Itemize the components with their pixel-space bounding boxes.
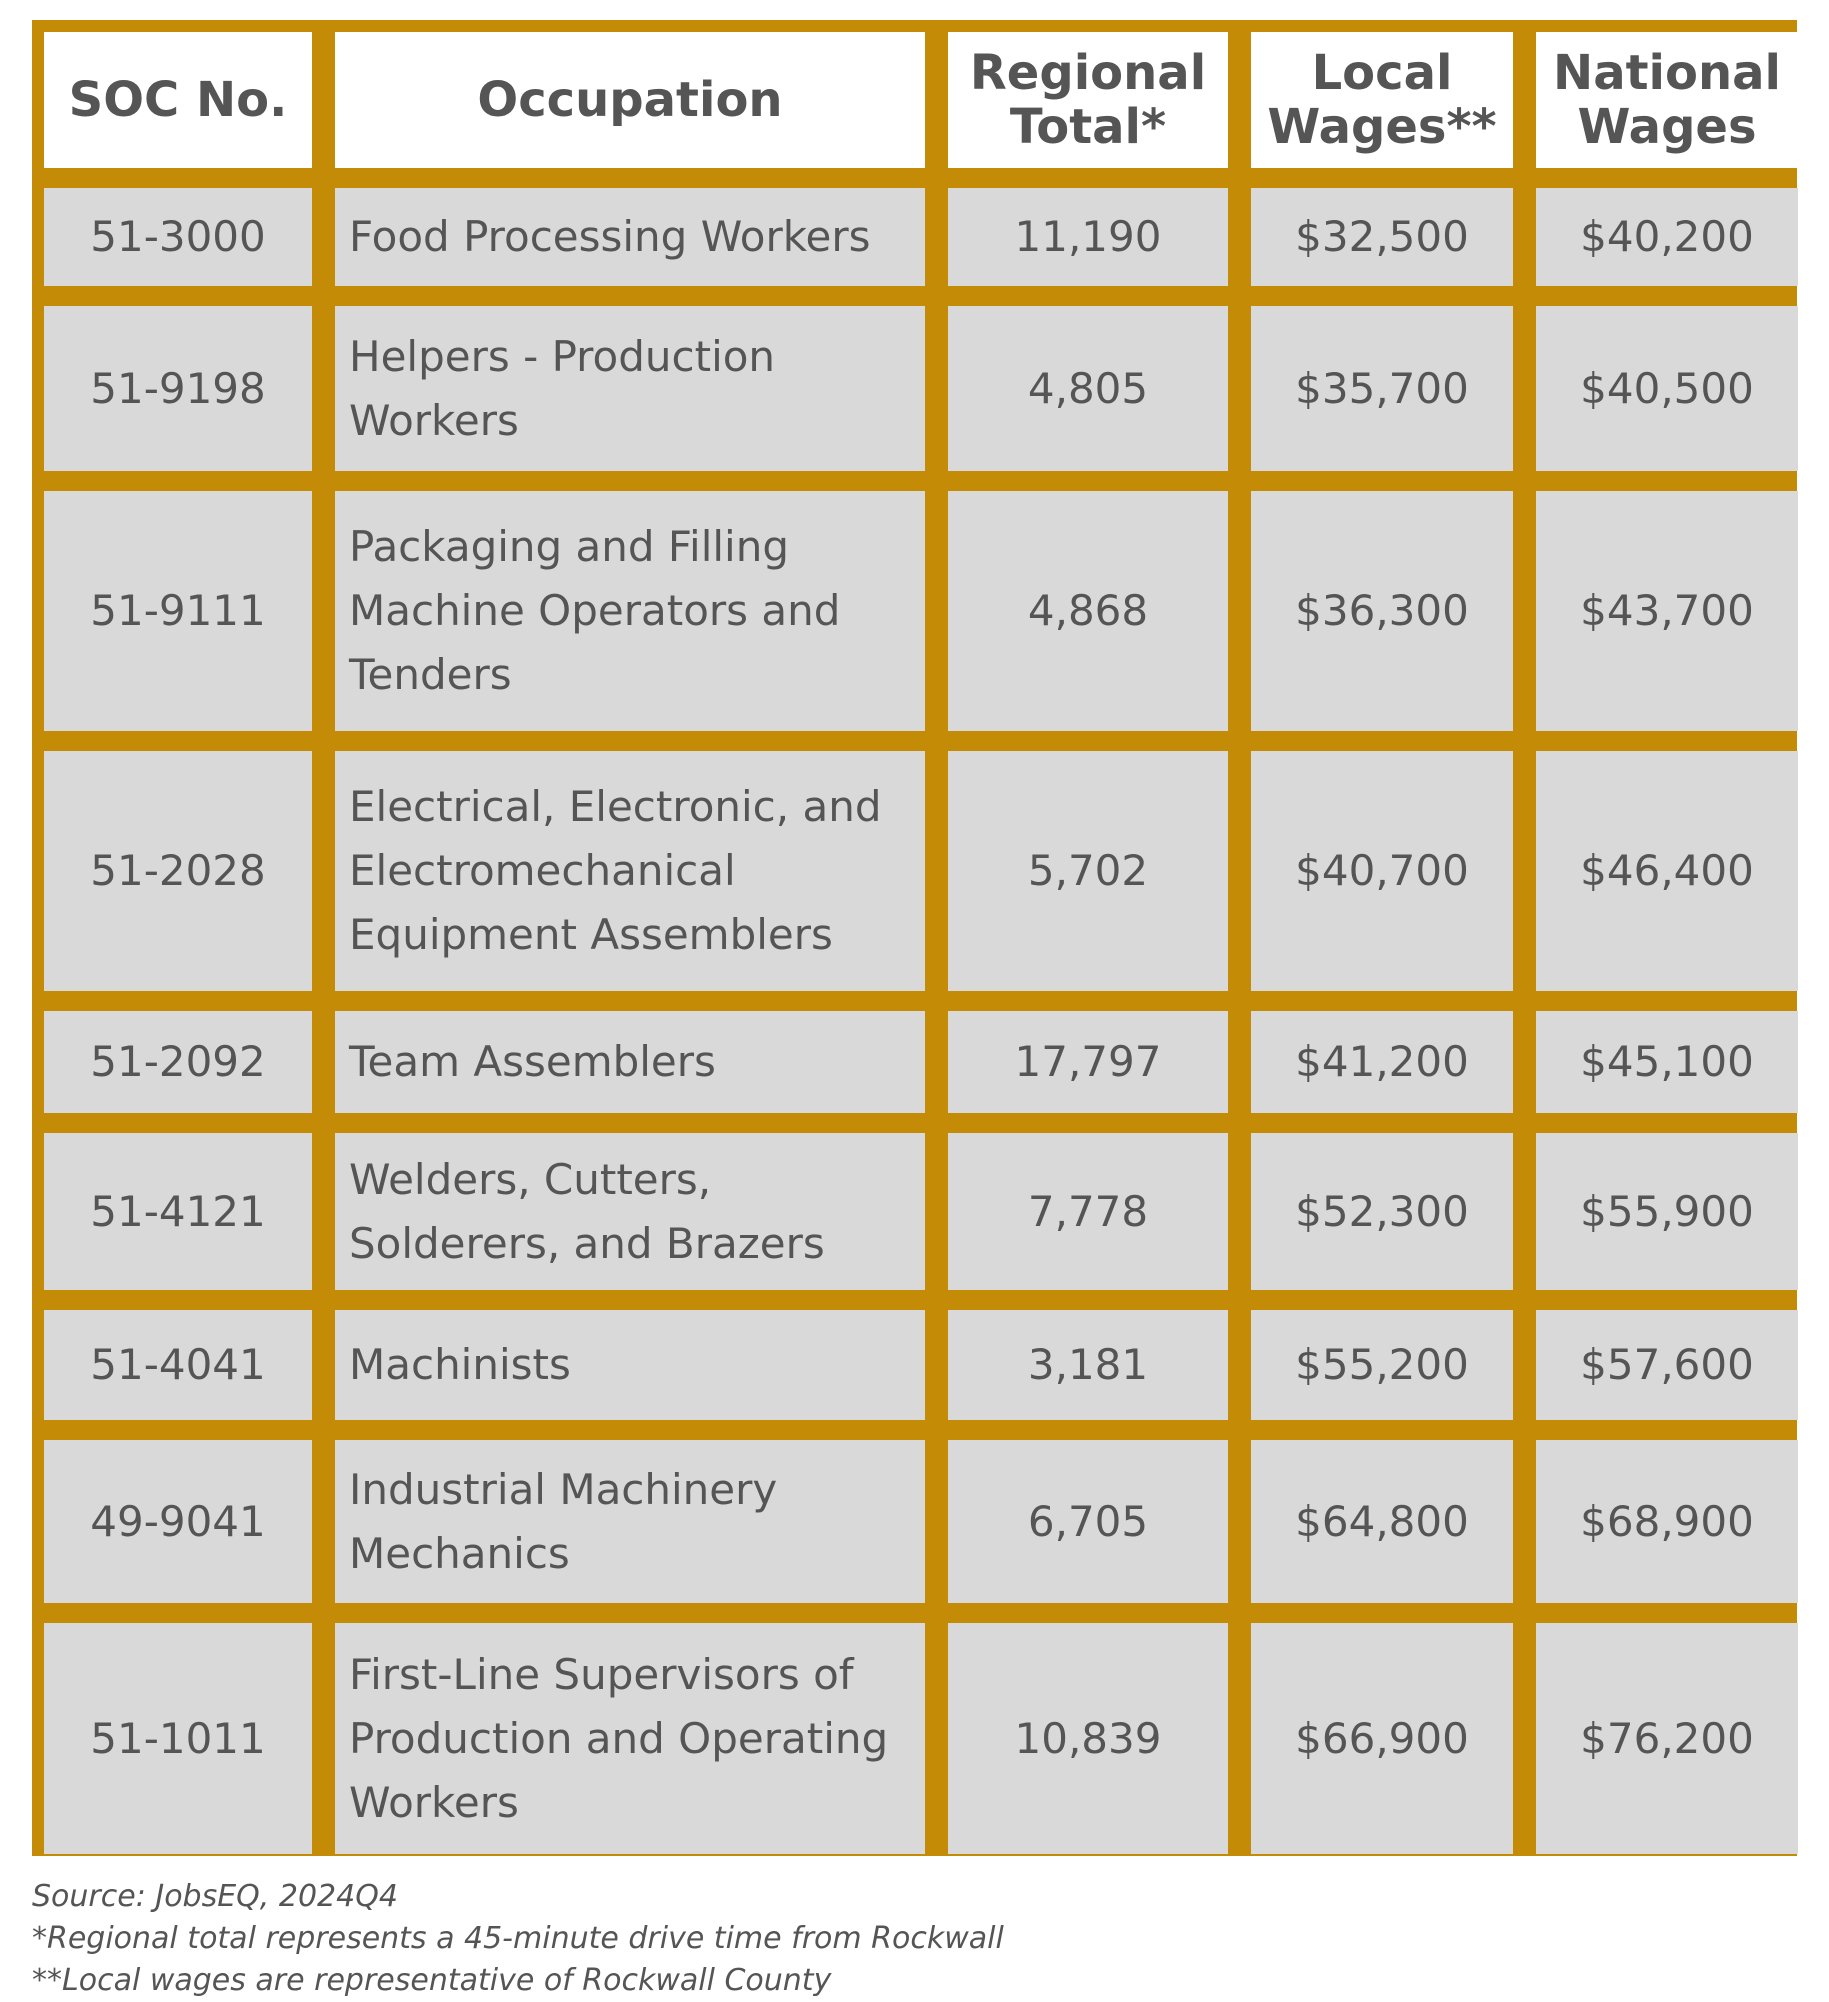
cell-regional-total: 17,797 (948, 1011, 1228, 1113)
cell-regional-total: 5,702 (948, 751, 1228, 991)
cell-national-wages: $76,200 (1536, 1623, 1798, 1854)
cell-occupation: Helpers - Production Workers (335, 306, 925, 471)
occupation-wages-table (44, 32, 1798, 1854)
cell-local-wages: $35,700 (1251, 306, 1513, 471)
cell-national-wages: $43,700 (1536, 491, 1798, 731)
cell-occupation: Welders, Cutters, Solderers, and Brazers (335, 1133, 925, 1290)
cell-soc: 51-4041 (44, 1310, 312, 1420)
cell-national-wages: $46,400 (1536, 751, 1798, 991)
cell-occupation: Industrial Machinery Mechanics (335, 1440, 925, 1603)
cell-local-wages: $32,500 (1251, 188, 1513, 286)
cell-occupation: Packaging and Filling Machine Operators and Tenders (335, 491, 925, 731)
cell-soc: 51-3000 (44, 188, 312, 286)
cell-soc: 51-4121 (44, 1133, 312, 1290)
cell-soc: 49-9041 (44, 1440, 312, 1603)
header-occupation-label: Occupation (477, 72, 783, 128)
header-national-wages (1536, 32, 1798, 168)
cell-regional-total: 10,839 (948, 1623, 1228, 1854)
header-occupation (335, 32, 925, 168)
cell-occupation: Food Processing Workers (335, 188, 925, 286)
cell-national-wages: $57,600 (1536, 1310, 1798, 1420)
cell-soc: 51-1011 (44, 1623, 312, 1854)
cell-occupation: Team Assemblers (335, 1011, 925, 1113)
cell-national-wages: $40,200 (1536, 188, 1798, 286)
cell-national-wages: $40,500 (1536, 306, 1798, 471)
cell-local-wages: $36,300 (1251, 491, 1513, 731)
header-local-line2: Wages** (1267, 99, 1497, 155)
header-regional-line1: Regional (969, 45, 1207, 101)
cell-regional-total: 4,868 (948, 491, 1228, 731)
cell-local-wages: $66,900 (1251, 1623, 1513, 1854)
header-local-line1: Local (1311, 45, 1453, 101)
cell-occupation: First-Line Supervisors of Production and Operating Workers (335, 1623, 925, 1854)
cell-regional-total: 7,778 (948, 1133, 1228, 1290)
cell-regional-total: 3,181 (948, 1310, 1228, 1420)
cell-regional-total: 4,805 (948, 306, 1228, 471)
cell-occupation: Electrical, Electronic, and Electromechanical Equipment Assemblers (335, 751, 925, 991)
header-regional-line2: Total* (1009, 99, 1167, 155)
header-soc (44, 32, 312, 168)
cell-regional-total: 11,190 (948, 188, 1228, 286)
cell-soc: 51-2092 (44, 1011, 312, 1113)
cell-local-wages: $64,800 (1251, 1440, 1513, 1603)
cell-national-wages: $68,900 (1536, 1440, 1798, 1603)
cell-local-wages: $41,200 (1251, 1011, 1513, 1113)
header-regional-total (948, 32, 1228, 168)
cell-soc: 51-9198 (44, 306, 312, 471)
cell-local-wages: $55,200 (1251, 1310, 1513, 1420)
cell-occupation: Machinists (335, 1310, 925, 1420)
header-national-line2: Wages (1577, 99, 1757, 155)
header-soc-label: SOC No. (68, 72, 288, 128)
footnote-source: Source: JobsEQ, 2024Q4 (32, 1879, 398, 1914)
cell-local-wages: $40,700 (1251, 751, 1513, 991)
footnote-regional: *Regional total represents a 45-minute drive time from Rockwall (32, 1921, 1004, 1956)
cell-regional-total: 6,705 (948, 1440, 1228, 1603)
cell-national-wages: $45,100 (1536, 1011, 1798, 1113)
cell-national-wages: $55,900 (1536, 1133, 1798, 1290)
footnote-local: **Local wages are representative of Rockwall County (32, 1963, 832, 1998)
cell-soc: 51-9111 (44, 491, 312, 731)
header-national-line1: National (1553, 45, 1781, 101)
header-local-wages (1251, 32, 1513, 168)
table-footnotes (32, 1876, 1004, 2002)
cell-soc: 51-2028 (44, 751, 312, 991)
cell-local-wages: $52,300 (1251, 1133, 1513, 1290)
